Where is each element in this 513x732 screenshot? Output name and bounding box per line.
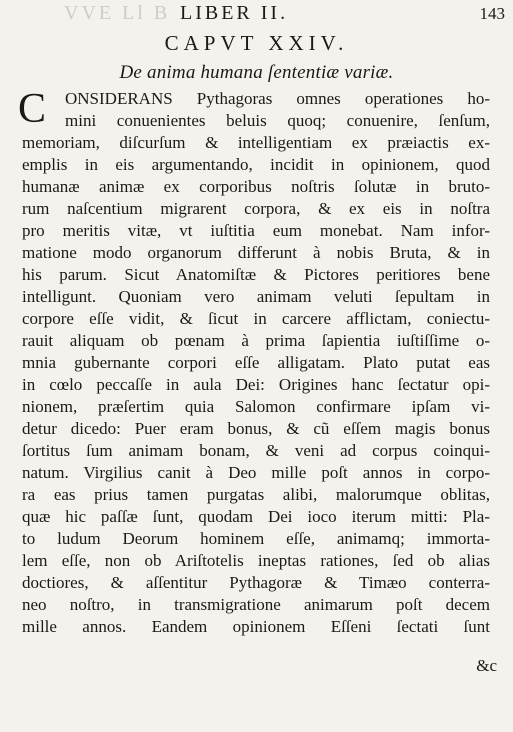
text-line: humanæ animæ ex corporibus noſtris ſolutæ in bruto- <box>22 177 490 196</box>
text-line: matione modo organorum differunt à nobis Bruta, & in <box>22 243 490 262</box>
text-line: ſortitus ſum animam bonam, & veni ad corpus coinqui- <box>22 441 490 460</box>
text-line: nionem, præſertim quia Salomon confirmare ipſam vi- <box>22 397 490 416</box>
text-line: intelligunt. Quoniam vero animam veluti ſepultam in <box>22 287 490 306</box>
text-line: pro meritis vitæ, vt iuſtitia eum monebat. Nam infor- <box>22 221 490 240</box>
text-line: in cœlo peccaſſe in aula Dei: Origines hanc ſectatur opi- <box>22 375 490 394</box>
text-line: lem eſſe, non ob Ariſtotelis ineptas rationes, ſed ob alias <box>22 551 490 570</box>
bleed-through-text: VVE Ll B <box>64 2 171 24</box>
running-title: LIBER II. <box>180 2 289 24</box>
text-line: quæ hic paſſæ ſunt, quodam Dei ioco iterum mitti: Pla- <box>22 507 490 526</box>
text-line: his parum. Sicut Anatomiſtæ & Pictores peritiores bene <box>22 265 490 284</box>
chapter-heading: CAPVT XXIV. <box>164 31 349 55</box>
text-line: memoriam, diſcurſum & intelligentiam ex præiactis ex- <box>22 133 490 152</box>
drop-capital: C <box>18 86 47 132</box>
text-line: corpore eſſe vidit, & ſicut in carcere afflictam, coniectu- <box>22 309 490 328</box>
text-line: to ludum Deorum hominem eſſe, animamq; immorta- <box>22 529 490 548</box>
text-line: mnia gubernante corpori eſſe alligatam. Plato putat eas <box>22 353 490 372</box>
text-line: ra eas prius tamen purgatas alibi, malorumque oblitas, <box>22 485 490 504</box>
text-line: mini conuenientes beluis quoq; conuenire, ſenſum, <box>65 111 490 130</box>
catchword: &c <box>476 656 497 675</box>
text-line: detur dicedo: Puer eram bonus, & cũ eſſem magis bonus <box>22 419 490 438</box>
text-line: ONSIDERANS Pythagoras omnes operationes ho- <box>65 89 490 108</box>
chapter-subtitle: De anima humana ſententiæ variæ. <box>119 62 394 83</box>
text-line: neo noſtro, in transmigratione animarum poſt decem <box>22 595 490 614</box>
text-line: doctiores, & aſſentitur Pythagoræ & Timæo conterra- <box>22 573 490 592</box>
page-number: 143 <box>479 4 505 23</box>
text-line: rum naſcentium migrarent corpora, & ex eis in noſtra <box>22 199 490 218</box>
text-line: natum. Virgilius canit à Deo mille poſt annos in corpo- <box>22 463 490 482</box>
text-line: emplis in eis argumentando, incidit in opinionem, quod <box>22 155 490 174</box>
running-head <box>0 2 513 28</box>
text-line: mille annos. Eandem opinionem Eſſeni ſectati ſunt <box>22 617 490 636</box>
text-line: rauit aliquam ob pœnam à prima ſapientia iuſtiſſime o- <box>22 331 490 350</box>
